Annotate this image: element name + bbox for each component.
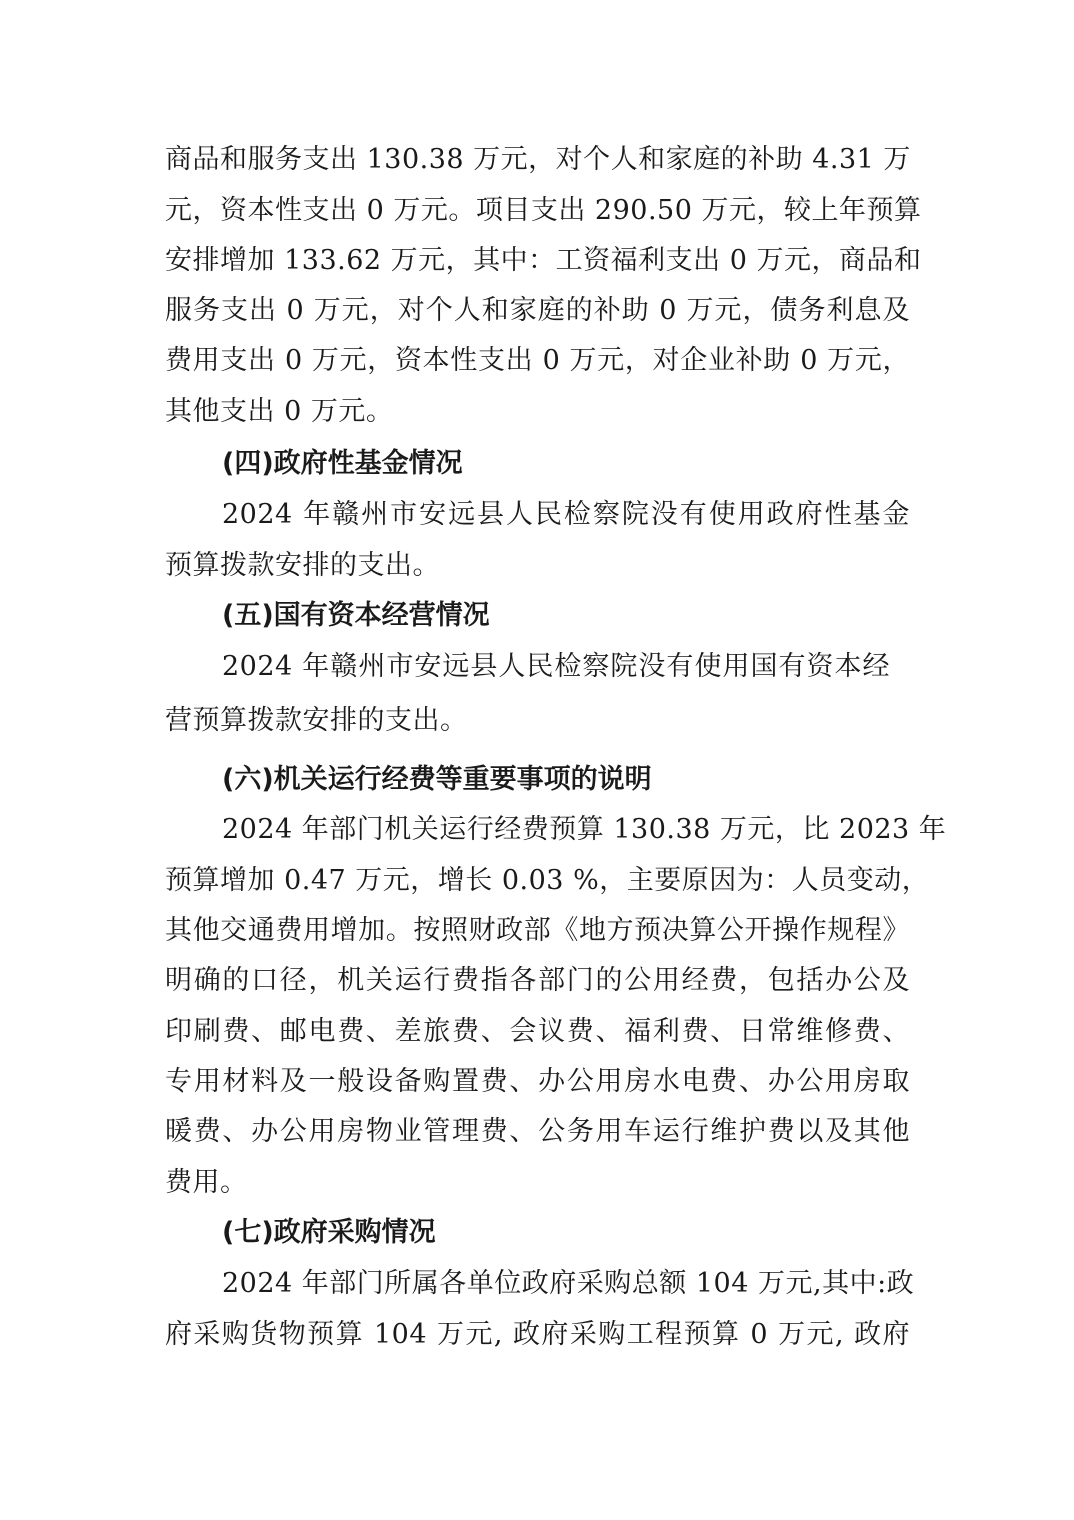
paragraph-line: 服务支出 0 万元，对个人和家庭的补助 0 万元，债务利息及: [165, 295, 910, 326]
section-heading-7: (七)政府采购情况: [222, 1217, 436, 1248]
paragraph-line: 营预算拨款安排的支出。: [165, 705, 468, 736]
paragraph-line: 预算增加 0.47 万元，增长 0.03 %，主要原因为：人员变动，: [165, 865, 930, 896]
paragraph-line: 其他交通费用增加。按照财政部《地方预决算公开操作规程》: [165, 915, 910, 946]
paragraph-line: 商品和服务支出 130.38 万元，对个人和家庭的补助 4.31 万: [165, 144, 911, 175]
paragraph-line: 元，资本性支出 0 万元。项目支出 290.50 万元，较上年预算: [165, 195, 922, 226]
paragraph-line: 预算拨款安排的支出。: [165, 550, 440, 581]
paragraph-line: 费用支出 0 万元，资本性支出 0 万元，对企业补助 0 万元，: [165, 345, 910, 376]
paragraph-line: 2024 年赣州市安远县人民检察院没有使用国有资本经: [222, 651, 890, 682]
paragraph-line: 2024 年部门所属各单位政府采购总额 104 万元,其中:政: [222, 1268, 915, 1299]
paragraph-line: 暖费、办公用房物业管理费、公务用车运行维护费以及其他: [165, 1116, 910, 1147]
paragraph-line: 安排增加 133.62 万元，其中：工资福利支出 0 万元，商品和: [165, 245, 922, 276]
paragraph-line: 2024 年部门机关运行经费预算 130.38 万元，比 2023 年: [222, 814, 947, 845]
paragraph-line: 府采购货物预算 104 万元, 政府采购工程预算 0 万元, 政府: [165, 1319, 910, 1350]
paragraph-line: 2024 年赣州市安远县人民检察院没有使用政府性基金: [222, 499, 910, 530]
paragraph-line: 费用。: [165, 1167, 248, 1198]
section-heading-4: (四)政府性基金情况: [222, 448, 463, 479]
section-heading-6: (六)机关运行经费等重要事项的说明: [222, 764, 652, 795]
section-heading-5: (五)国有资本经营情况: [222, 600, 490, 631]
paragraph-line: 其他支出 0 万元。: [165, 396, 394, 427]
paragraph-line: 印刷费、邮电费、差旅费、会议费、福利费、日常维修费、: [165, 1016, 910, 1047]
paragraph-line: 明确的口径，机关运行费指各部门的公用经费，包括办公及: [165, 965, 910, 996]
paragraph-line: 专用材料及一般设备购置费、办公用房水电费、办公用房取: [165, 1066, 910, 1097]
